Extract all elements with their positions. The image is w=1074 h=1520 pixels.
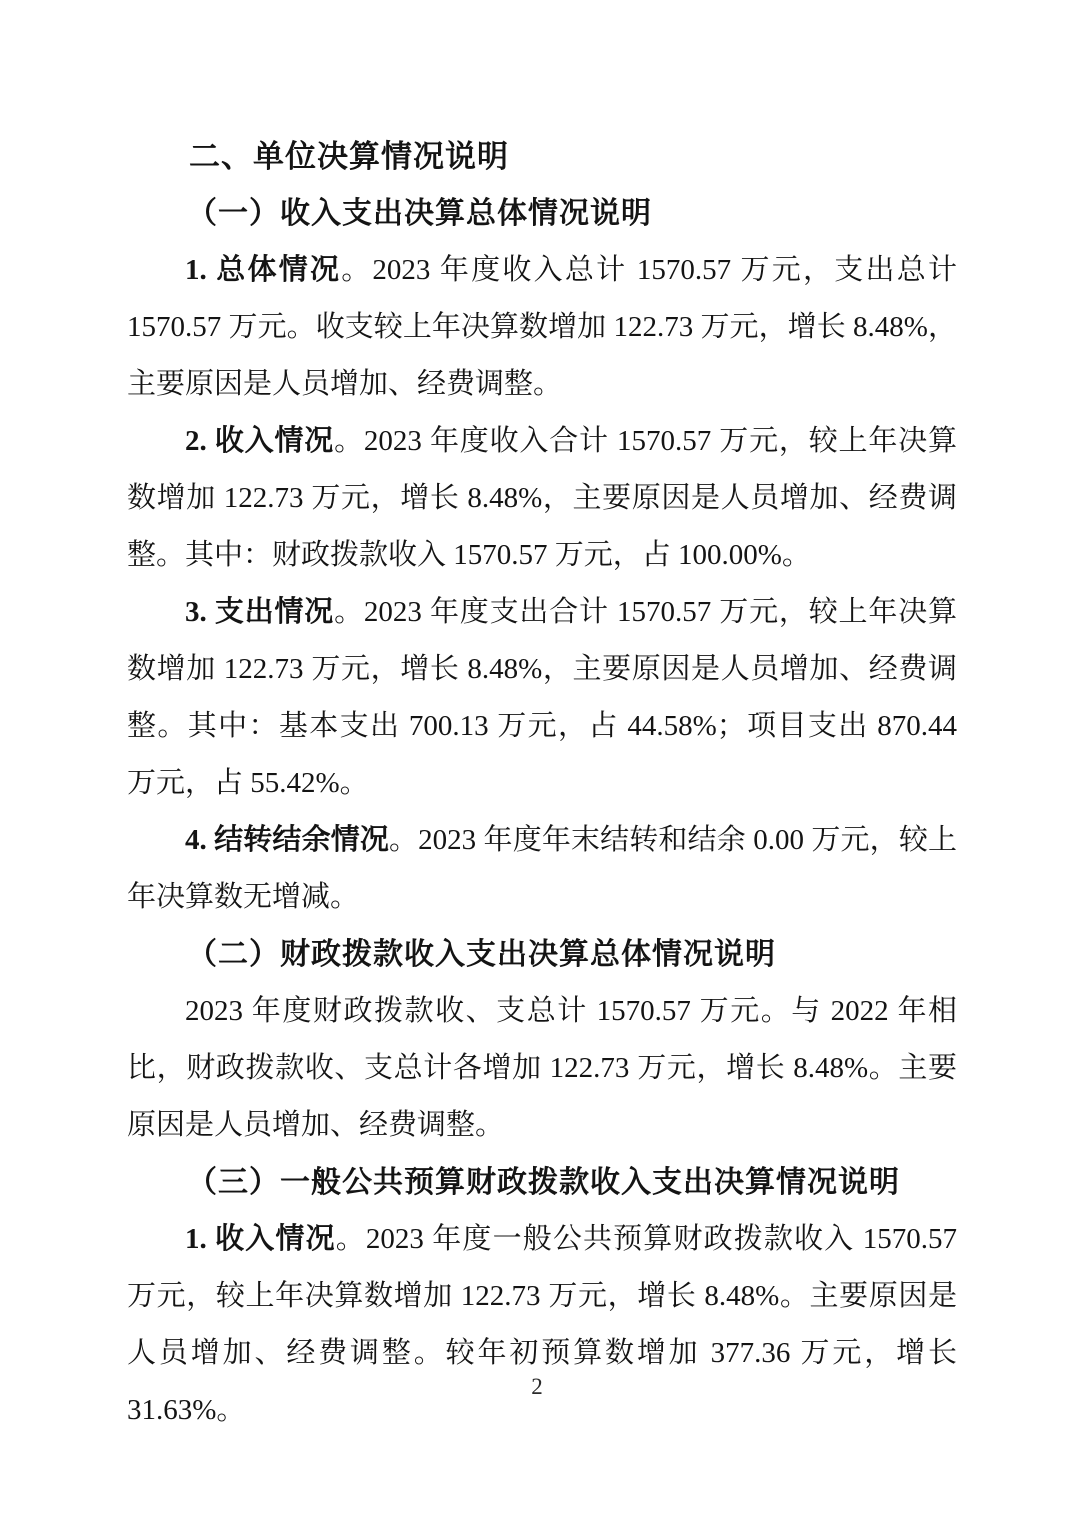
document-content [127, 128, 957, 1439]
paragraph-carryover-text: 。2023 年度年末结转和结余 0.00 万元，较上年决算数无增减。 [127, 824, 957, 913]
heading-section-1: （一）收入支出决算总体情况说明 [187, 197, 652, 230]
paragraph-fiscal-appropriation [127, 983, 957, 1154]
paragraph-overall-label: 1. 总体情况 [185, 254, 342, 286]
paragraph-income-label: 2. 收入情况 [185, 425, 335, 457]
paragraph-public-budget-income [127, 1211, 957, 1439]
paragraph-overall [127, 242, 957, 413]
page-number: 2 [531, 1374, 543, 1399]
paragraph-income [127, 413, 957, 584]
paragraph-expenditure-text: 。2023 年度支出合计 1570.57 万元，较上年决算数增加 122.73 万元，增长 8.48%，主要原因是人员增加、经费调整。其中：基本支出 700.13 万元，占 44.58%；项目支出 870.44 万元，占 55.42%。 [127, 596, 957, 799]
paragraph-carryover [127, 812, 957, 926]
paragraph-public-budget-income-label: 1. 收入情况 [185, 1223, 336, 1255]
paragraph-carryover-label: 4. 结转结余情况 [185, 824, 390, 856]
paragraph-public-budget-income-text: 。2023 年度一般公共预算财政拨款收入 1570.57 万元，较上年决算数增加 122.73 万元，增长 8.48%。主要原因是人员增加、经费调整。较年初预算数增加 377.36 万元，增长 31.63%。 [127, 1223, 957, 1426]
heading-section-2: （二）财政拨款收入支出决算总体情况说明 [187, 938, 776, 971]
paragraph-overall-text: 。2023 年度收入总计 1570.57 万元，支出总计 1570.57 万元。收支较上年决算数增加 122.73 万元，增长 8.48%，主要原因是人员增加、经费调整。 [127, 254, 957, 400]
paragraph-income-text: 。2023 年度收入合计 1570.57 万元，较上年决算数增加 122.73 万元，增长 8.48%，主要原因是人员增加、经费调整。其中：财政拨款收入 1570.57 万元，占 100.00%。 [127, 425, 957, 571]
paragraph-expenditure-label: 3. 支出情况 [185, 596, 335, 628]
paragraph-fiscal-appropriation-text: 2023 年度财政拨款收、支总计 1570.57 万元。与 2022 年相比，财政拨款收、支总计各增加 122.73 万元，增长 8.48%。主要原因是人员增加、经费调整。 [127, 995, 957, 1141]
heading-level-1: 二、单位决算情况说明 [189, 139, 509, 174]
heading-section-3: （三）一般公共预算财政拨款收入支出决算情况说明 [187, 1166, 900, 1199]
paragraph-expenditure [127, 584, 957, 812]
